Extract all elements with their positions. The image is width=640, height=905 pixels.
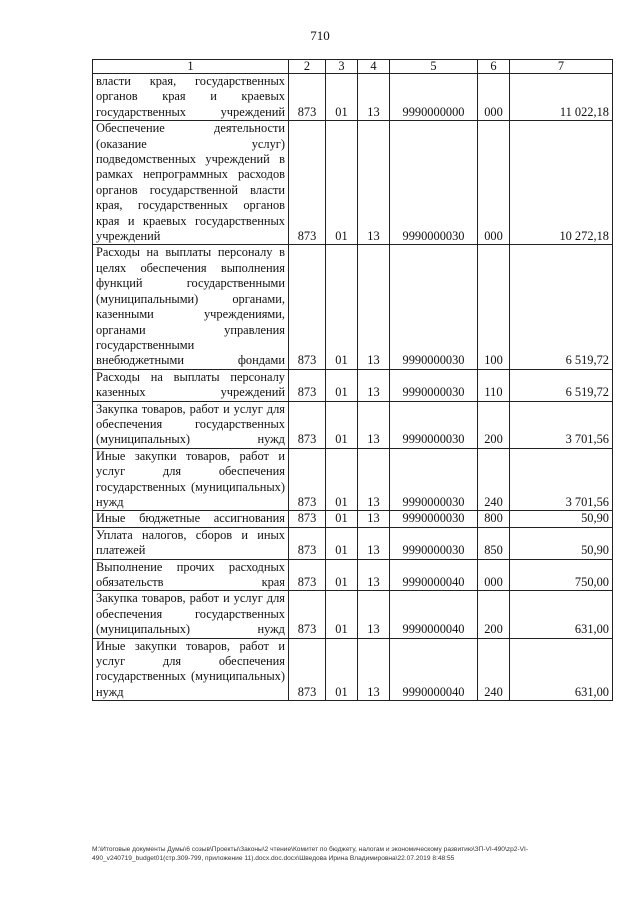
row-value-cell: 01 [326, 511, 358, 527]
table-row [93, 511, 613, 527]
row-name-cell: Расходы на выплаты персоналу в целях обеспечения выполнения функций государственными (муниципальными) органами, казенными учреждениями, органами управления государственными внебюджетными фондами [93, 245, 289, 369]
header-cell: 2 [289, 60, 326, 74]
row-value-cell: 13 [358, 591, 390, 638]
row-value-cell: 9990000040 [390, 559, 478, 591]
row-value-cell: 13 [358, 245, 390, 369]
row-value-cell: 800 [478, 511, 510, 527]
row-value-cell: 01 [326, 245, 358, 369]
row-value-cell: 9990000030 [390, 511, 478, 527]
row-name-cell: Иные закупки товаров, работ и услуг для обеспечения государственных (муниципальных) нужд [93, 638, 289, 701]
row-value-cell: 240 [478, 638, 510, 701]
row-value-cell: 873 [289, 245, 326, 369]
row-value-cell: 11 022,18 [510, 74, 613, 121]
row-value-cell: 13 [358, 121, 390, 245]
row-value-cell: 01 [326, 448, 358, 511]
row-value-cell: 6 519,72 [510, 369, 613, 401]
row-value-cell: 000 [478, 559, 510, 591]
row-value-cell: 13 [358, 559, 390, 591]
row-value-cell: 3 701,56 [510, 401, 613, 448]
row-value-cell: 873 [289, 559, 326, 591]
row-value-cell: 873 [289, 74, 326, 121]
row-value-cell: 3 701,56 [510, 448, 613, 511]
row-value-cell: 873 [289, 369, 326, 401]
table-row [93, 401, 613, 448]
row-value-cell: 01 [326, 74, 358, 121]
row-value-cell: 000 [478, 121, 510, 245]
row-value-cell: 13 [358, 448, 390, 511]
row-value-cell: 110 [478, 369, 510, 401]
row-value-cell: 13 [358, 369, 390, 401]
row-value-cell: 50,90 [510, 511, 613, 527]
header-cell: 5 [390, 60, 478, 74]
row-name-cell: Расходы на выплаты персоналу казенных учреждений [93, 369, 289, 401]
row-name-cell: Закупка товаров, работ и услуг для обеспечения государственных (муниципальных) нужд [93, 591, 289, 638]
header-cell: 3 [326, 60, 358, 74]
table-row [93, 369, 613, 401]
row-name-cell: Обеспечение деятельности (оказание услуг) подведомственных учреждений в рамках непрограммных расходов органов государственной власти края, государственных органов края и краевых государственных учреждений [93, 121, 289, 245]
row-value-cell: 873 [289, 591, 326, 638]
header-cell: 7 [510, 60, 613, 74]
table-header-row [93, 60, 613, 74]
row-value-cell: 13 [358, 511, 390, 527]
row-value-cell: 200 [478, 401, 510, 448]
row-value-cell: 9990000030 [390, 121, 478, 245]
row-name-cell: Иные бюджетные ассигнования [93, 511, 289, 527]
row-value-cell: 750,00 [510, 559, 613, 591]
footer-file-path: М:\Итоговые документы Думы\6 созыв\Проекты\Законы\2 чтение\Комитет по бюджету, налогам и экономическому развитию\ЗП-VI-490\zp2-VI-490_v240719_budget01(стр.309-799, приложение 11).docx.doc.docx\Шведова Ирина Владимировна\22.07.2019 8:48:55 [92, 846, 529, 862]
row-name-cell: власти края, государственных органов края и краевых государственных учреждений [93, 74, 289, 121]
row-value-cell: 873 [289, 638, 326, 701]
row-name-cell: Уплата налогов, сборов и иных платежей [93, 527, 289, 559]
row-value-cell: 10 272,18 [510, 121, 613, 245]
row-name-cell: Выполнение прочих расходных обязательств края [93, 559, 289, 591]
row-value-cell: 01 [326, 638, 358, 701]
row-value-cell: 9990000040 [390, 638, 478, 701]
table-row [93, 448, 613, 511]
row-value-cell: 13 [358, 74, 390, 121]
row-value-cell: 13 [358, 401, 390, 448]
row-value-cell: 9990000030 [390, 401, 478, 448]
header-cell: 4 [358, 60, 390, 74]
header-cell: 6 [478, 60, 510, 74]
row-value-cell: 01 [326, 527, 358, 559]
row-value-cell: 01 [326, 369, 358, 401]
row-value-cell: 01 [326, 121, 358, 245]
row-value-cell: 9990000000 [390, 74, 478, 121]
row-value-cell: 6 519,72 [510, 245, 613, 369]
row-value-cell: 01 [326, 559, 358, 591]
row-value-cell: 9990000030 [390, 245, 478, 369]
row-value-cell: 873 [289, 121, 326, 245]
row-value-cell: 873 [289, 511, 326, 527]
row-value-cell: 9990000030 [390, 448, 478, 511]
row-value-cell: 100 [478, 245, 510, 369]
row-value-cell: 873 [289, 527, 326, 559]
row-value-cell: 000 [478, 74, 510, 121]
budget-table [92, 59, 613, 701]
row-value-cell: 200 [478, 591, 510, 638]
row-value-cell: 01 [326, 401, 358, 448]
table-row [93, 591, 613, 638]
row-value-cell: 873 [289, 401, 326, 448]
table-row [93, 121, 613, 245]
row-value-cell: 631,00 [510, 591, 613, 638]
table-row [93, 74, 613, 121]
table-row [93, 559, 613, 591]
row-value-cell: 850 [478, 527, 510, 559]
row-value-cell: 01 [326, 591, 358, 638]
header-cell: 1 [93, 60, 289, 74]
row-value-cell: 240 [478, 448, 510, 511]
row-value-cell: 50,90 [510, 527, 613, 559]
row-value-cell: 13 [358, 527, 390, 559]
page-number: 710 [310, 28, 330, 43]
row-value-cell: 9990000030 [390, 369, 478, 401]
row-value-cell: 9990000030 [390, 527, 478, 559]
table-row [93, 245, 613, 369]
row-value-cell: 873 [289, 448, 326, 511]
row-name-cell: Иные закупки товаров, работ и услуг для обеспечения государственных (муниципальных) нужд [93, 448, 289, 511]
row-value-cell: 9990000040 [390, 591, 478, 638]
table-row [93, 638, 613, 701]
row-value-cell: 631,00 [510, 638, 613, 701]
row-name-cell: Закупка товаров, работ и услуг для обеспечения государственных (муниципальных) нужд [93, 401, 289, 448]
table-row [93, 527, 613, 559]
row-value-cell: 13 [358, 638, 390, 701]
